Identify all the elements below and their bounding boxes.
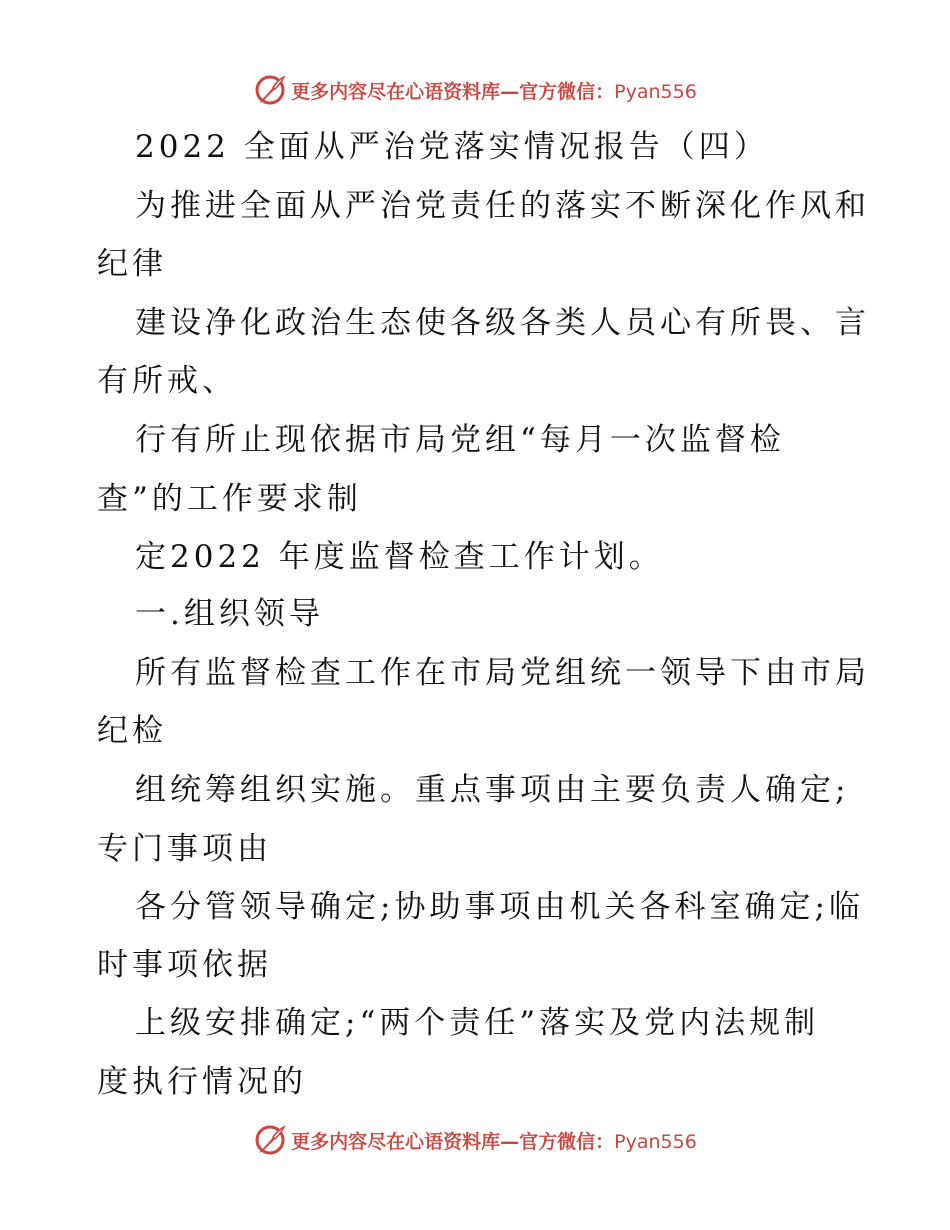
paragraph-line: 专门事项由 — [97, 831, 272, 867]
paragraph-line: 查”的工作要求制 — [97, 481, 362, 517]
footer-watermark-banner — [0, 1120, 950, 1160]
paragraph-line: 行有所止现依据市局党组“每月一次监督检 — [135, 422, 785, 458]
paragraph-line: 有所戒、 — [97, 363, 237, 399]
section-heading: 一.组织领导 — [135, 596, 324, 632]
paragraph-line: 度执行情况的 — [97, 1064, 307, 1100]
paragraph-line: 建设净化政治生态使各级各类人员心有所畏、言 — [135, 305, 870, 341]
document-title: 2022 全面从严治党落实情况报告（四） — [135, 129, 769, 165]
watermark-text: 更多内容尽在心语资料库—官方微信：Pyan556 — [291, 80, 697, 103]
paragraph-line: 组统筹组织实施。重点事项由主要负责人确定; — [135, 772, 850, 808]
header-watermark-banner — [0, 70, 950, 110]
quill-pen-logo-icon — [253, 73, 287, 107]
paragraph-line: 定2022 年度监督检查工作计划。 — [135, 539, 664, 575]
paragraph-line: 各分管领导确定;协助事项由机关各科室确定;临 — [135, 889, 864, 925]
paragraph-line: 上级安排确定;“两个责任”落实及党内法规制 — [135, 1005, 820, 1041]
watermark-text: 更多内容尽在心语资料库—官方微信：Pyan556 — [291, 1130, 697, 1153]
quill-pen-logo-icon — [253, 1123, 287, 1157]
paragraph-line: 时事项依据 — [97, 947, 272, 983]
paragraph-line: 纪检 — [97, 713, 167, 749]
paragraph-line: 所有监督检查工作在市局党组统一领导下由市局 — [135, 655, 870, 691]
paragraph-line: 纪律 — [97, 246, 167, 282]
paragraph-line: 为推进全面从严治党责任的落实不断深化作风和 — [135, 188, 870, 224]
